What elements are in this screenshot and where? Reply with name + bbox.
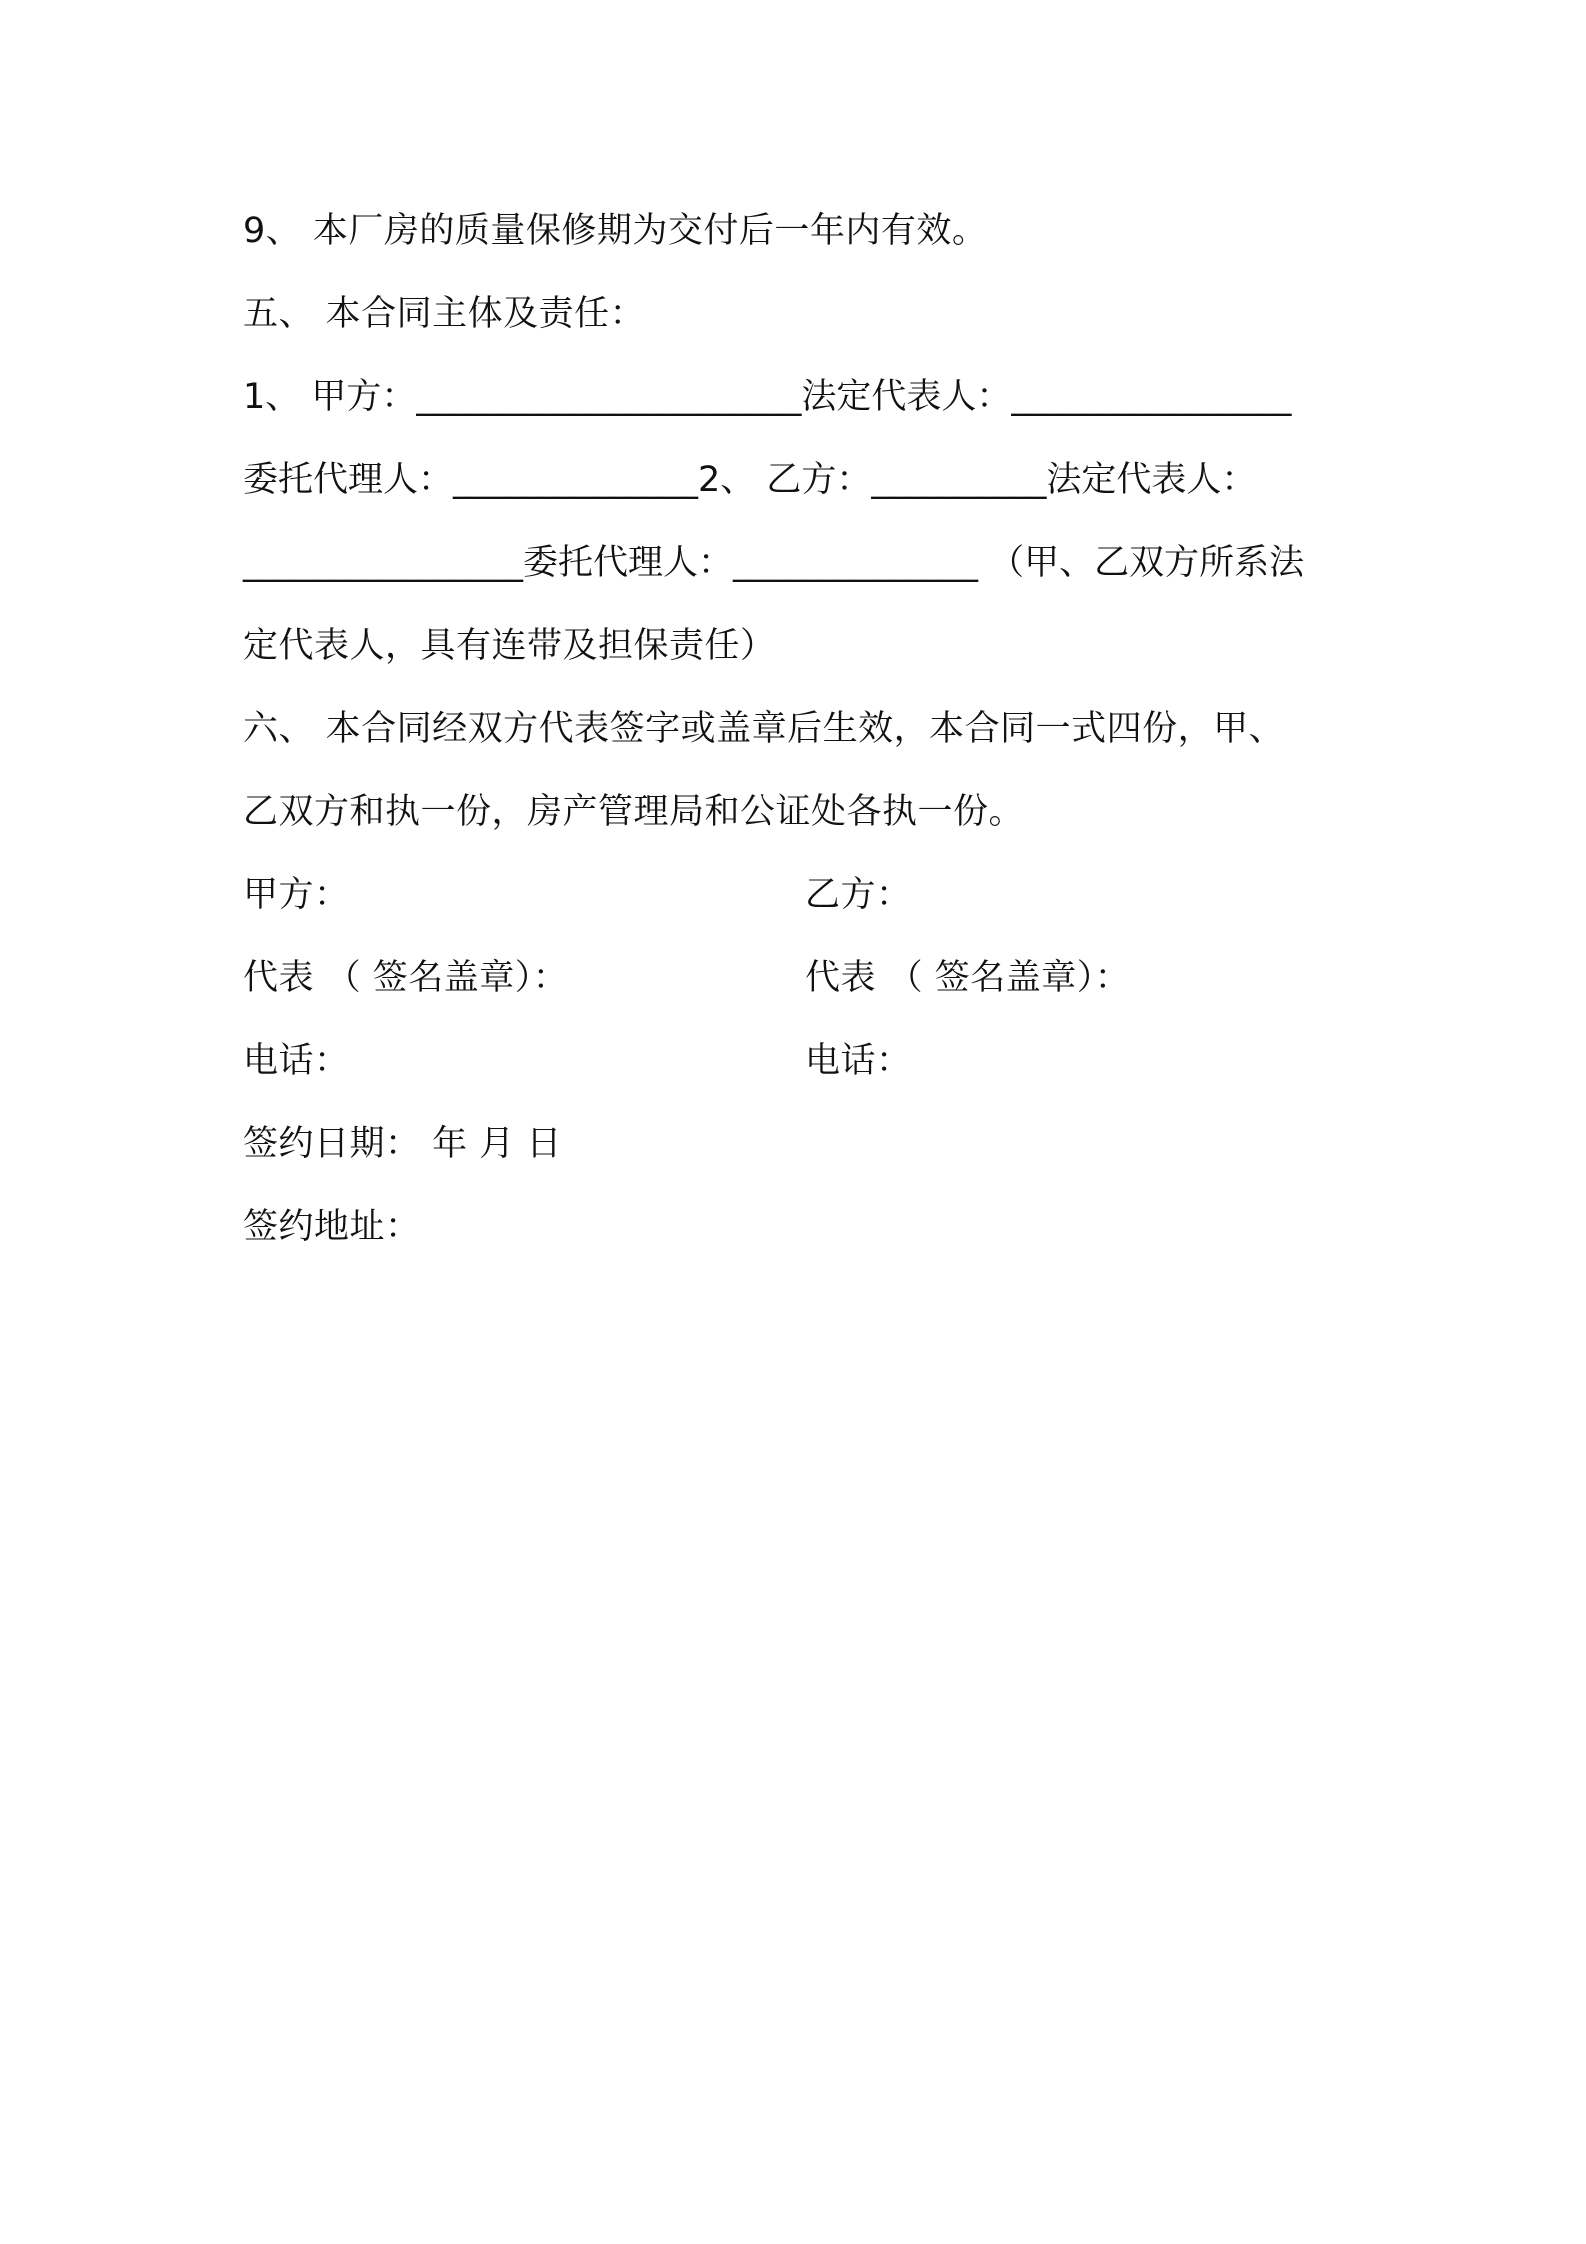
section-6-line-2: 乙双方和执一份，房产管理局和公证处各执一份。 <box>243 792 1025 832</box>
party-a-label: 甲方： <box>243 875 350 915</box>
rep-b-label: 代表 （ 签名盖章）： <box>805 958 1131 998</box>
rep-a-label: 代表 （ 签名盖章）： <box>243 958 569 998</box>
clause-9-warranty: 9、 本厂房的质量保修期为交付后一年内有效。 <box>243 211 988 251</box>
section-6-line-1: 六、 本合同经双方代表签字或盖章后生效，本合同一式四份，甲、 <box>243 709 1285 749</box>
signature-row-party <box>243 873 1363 917</box>
party-a-line: 1、 甲方：______________________法定代表人：________________ <box>243 377 1292 417</box>
party-b-label: 乙方： <box>805 875 912 915</box>
agent-party-b-line: 委托代理人：______________2、 乙方：__________法定代表人： <box>243 460 1257 500</box>
signature-row-representative <box>243 956 1363 1000</box>
signing-date: 签约日期： 年 月 日 <box>243 1124 562 1164</box>
signing-address: 签约地址： <box>243 1207 421 1247</box>
signature-row-phone <box>243 1039 1363 1083</box>
section-5-heading: 五、 本合同主体及责任： <box>243 294 646 334</box>
phone-b-label: 电话： <box>805 1041 912 1081</box>
legal-rep-agent-line: ________________委托代理人：______________ （甲、乙双方所系法 <box>243 543 1305 583</box>
phone-a-label: 电话： <box>243 1041 350 1081</box>
joint-liability-line: 定代表人，具有连带及担保责任） <box>243 626 776 666</box>
